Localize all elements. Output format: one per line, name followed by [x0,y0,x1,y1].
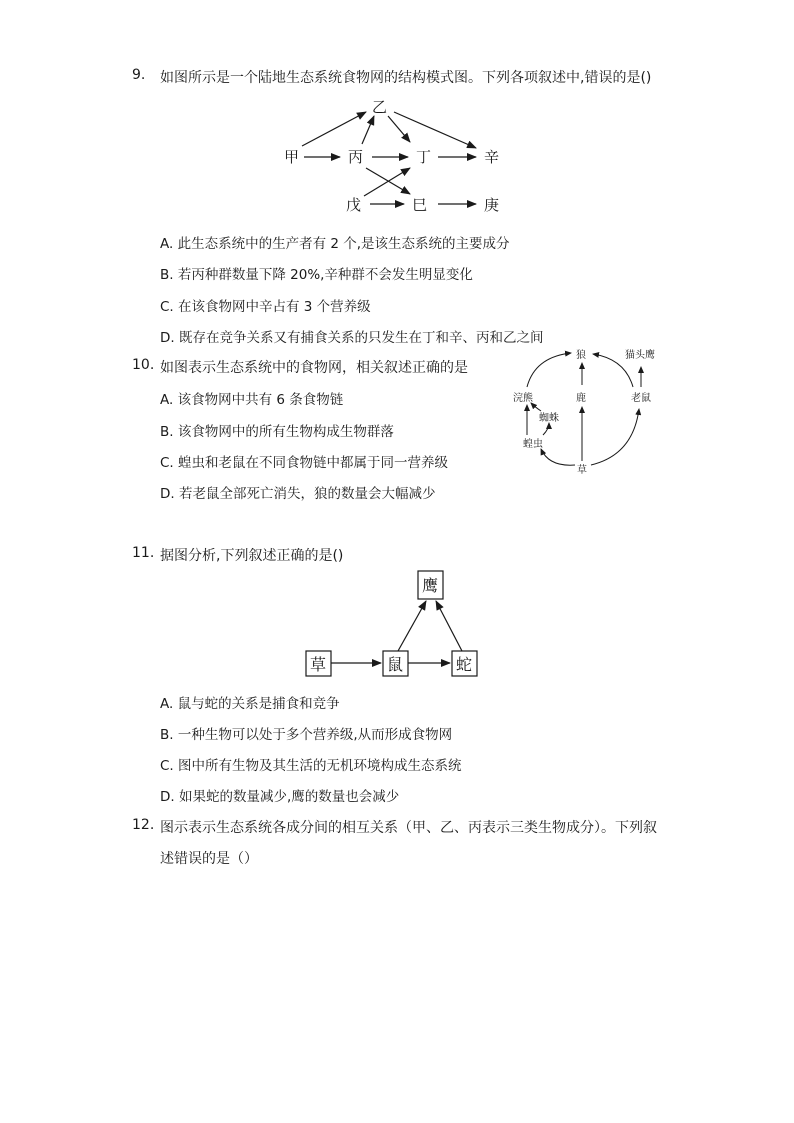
node-lu: 鹿 [576,393,586,404]
node-bing: 丙 [348,148,364,166]
question-10-stem: 如图表示生态系统中的食物网，相关叙述正确的是 [160,360,468,376]
question-10-option-b[interactable]: B. 该食物网中的所有生物构成生物群落 [160,424,394,440]
arrow-wu-ding [364,168,410,196]
question-11-option-c[interactable]: C. 图中所有生物及其生活的无机环境构成生态系统 [160,758,462,774]
node-huangchong: 蝗虫 [523,439,543,450]
arrow-she-ying [436,601,462,651]
node-xin: 辛 [484,148,500,166]
node-lang: 狼 [576,350,586,361]
question-11-food-chain-diagram [300,568,485,683]
question-11-option-d[interactable]: D. 如果蛇的数量减少,鹰的数量也会减少 [160,789,400,805]
question-9-option-d[interactable]: D. 既存在竞争关系又有捕食关系的只发生在丁和辛、丙和乙之间 [160,330,544,346]
question-11-option-b[interactable]: B. 一种生物可以处于多个营养级,从而形成食物网 [160,727,453,743]
question-10-number: 10. [132,357,155,373]
question-9-option-c[interactable]: C. 在该食物网中辛占有 3 个营养级 [160,299,371,315]
node-cao: 草 [309,655,327,674]
arrow-huanxiong-lang [527,353,571,387]
node-ding: 丁 [416,148,432,166]
arrow-yi-xin [394,112,476,148]
arrow-cao-laoshu [591,409,639,465]
question-12-stem-line-1: 图示表示生态系统各成分间的相互关系（甲、乙、丙表示三类生物成分）。下列叙 [160,820,657,836]
arrow-yi-ding [388,116,410,142]
question-10-option-d[interactable]: D. 若老鼠全部死亡消失，狼的数量会大幅减少 [160,486,436,502]
question-10-option-c[interactable]: C. 蝗虫和老鼠在不同食物链中都属于同一营养级 [160,455,449,471]
arrow-jia-yi [302,112,366,146]
question-9-number: 9. [132,67,146,83]
question-11-number: 11. [132,545,155,561]
arrow-zhizhu-huanxiong [531,403,541,411]
node-mao: 猫头鹰 [625,350,655,361]
node-si: 巳 [412,196,428,214]
node-zhizhu: 蜘蛛 [539,413,559,424]
node-huanxiong: 浣熊 [513,393,533,404]
question-9-option-b[interactable]: B. 若丙种群数量下降 20%,辛种群不会发生明显变化 [160,267,473,283]
node-yi: 乙 [372,98,388,116]
node-jia: 甲 [284,148,300,166]
arrow-shu-ying [398,601,426,651]
arrow-cao-huangchong [541,449,575,465]
question-11-option-a[interactable]: A. 鼠与蛇的关系是捕食和竞争 [160,696,340,712]
node-shu: 鼠 [386,655,404,674]
node-ying: 鹰 [421,576,439,595]
question-11-stem: 据图分析,下列叙述正确的是() [160,548,344,564]
node-laoshu: 老鼠 [631,393,651,404]
arrow-bing-yi [362,116,374,144]
question-12-number: 12. [132,817,155,833]
question-9-option-a[interactable]: A. 此生态系统中的生产者有 2 个,是该生态系统的主要成分 [160,236,510,252]
node-cao: 草 [577,465,587,476]
question-12-stem-line-2: 述错误的是（） [160,851,258,867]
node-wu: 戊 [346,196,362,214]
node-geng: 庚 [484,196,500,214]
question-9-stem: 如图所示是一个陆地生态系统食物网的结构模式图。下列各项叙述中,错误的是() [160,70,652,86]
question-9-food-web-diagram [270,96,530,221]
node-she: 蛇 [455,655,473,674]
arrow-huangchong-zhizhu [543,423,549,435]
question-10-option-a[interactable]: A. 该食物网中共有 6 条食物链 [160,392,344,408]
question-10-food-web-diagram [505,343,665,478]
